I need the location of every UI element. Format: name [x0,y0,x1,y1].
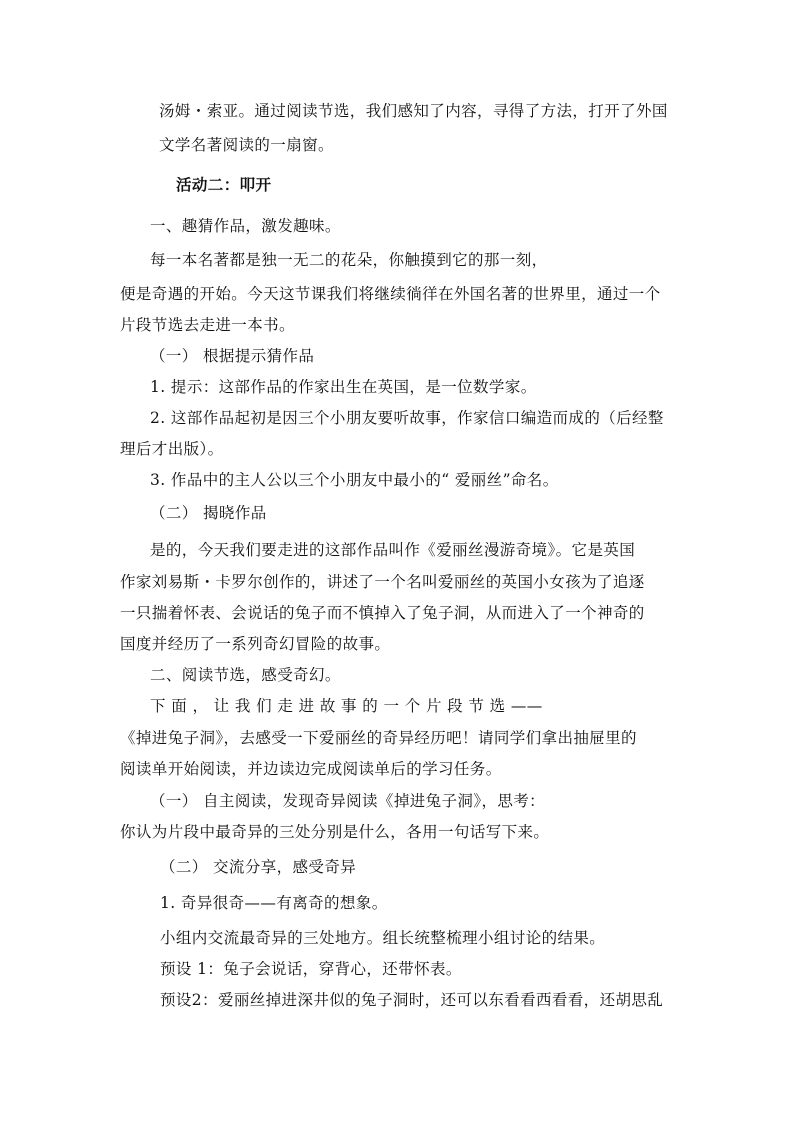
paragraph-line: 国度并经历了一系列奇幻冒险的故事。 [120,635,391,653]
subsection-heading: 一、趣猜作品，激发趣味。 [150,217,341,235]
paragraph-line: 《掉进兔子洞》，去感受一下爱丽丝的奇异经历吧！请同学们拿出抽屉里的 [120,729,637,747]
paragraph-line: 预设 1：兔子会说话，穿背心，还带怀表。 [160,960,462,978]
paragraph-line: 每一本名著都是独一无二的花朵，你触摸到它的那一刻， [150,251,548,269]
subsection-heading: （二） 揭晓作品 [150,504,267,522]
paragraph-line: 是的，今天我们要走进的这部作品叫作《爱丽丝漫游奇境》。它是英国 [150,541,636,559]
list-item: 1. 提示：这部作品的作家出生在英国，是一位数学家。 [150,378,537,396]
paragraph-line: 下 面 ， 让 我 们 走 进 故 事 的 一 个 片 段 节 选 —— [150,697,543,715]
paragraph-line: 作家刘易斯・卡罗尔创作的，讲述了一个名叫爱丽丝的英国小女孩为了追逐 [120,573,645,591]
list-item: 2. 这部作品起初是因三个小朋友要听故事，作家信口编造而成的（后经整 [150,409,664,427]
list-item: 理后才出版）。 [120,440,224,458]
paragraph-line: 文学名著阅读的一扇窗。 [159,136,334,154]
list-item: 1. 奇异很奇——有离奇的想象。 [160,894,388,912]
section-heading: 活动二：叩开 [176,175,272,194]
paragraph-line: 阅读单开始阅读，并边读边完成阅读单后的学习任务。 [120,760,502,778]
subsection-heading: （二） 交流分享，感受奇异 [160,858,357,876]
paragraph-line: 预设2：爱丽丝掉进深井似的兔子洞时，还可以东看看西看看，还胡思乱 [160,991,664,1009]
subsection-heading: 二、阅读节选，感受奇幻。 [150,666,341,684]
list-item: 3. 作品中的主人公以三个小朋友中最小的“ 爱丽丝”命名。 [150,471,559,489]
paragraph-line: 汤姆・索亚。通过阅读节选，我们感知了内容，寻得了方法，打开了外国 [159,102,668,120]
subsection-heading: （一） 根据提示猜作品 [150,347,315,365]
paragraph-line: 一只揣着怀表、会说话的兔子而不慎掉入了兔子洞，从而进入了一个神奇的 [120,604,645,622]
subsection-heading: （一） 自主阅读，发现奇异阅读《掉进兔子洞》，思考： [150,792,546,810]
paragraph-line: 你认为片段中最奇异的三处分别是什么，各用一句话写下来。 [120,823,550,841]
paragraph-line: 便是奇遇的开始。今天这节课我们将继续徜徉在外国名著的世界里，通过一个 [120,285,661,303]
paragraph-line: 小组内交流最奇异的三处地方。组长统整梳理小组讨论的结果。 [160,929,606,947]
paragraph-line: 片段节选去走进一本书。 [120,316,295,334]
